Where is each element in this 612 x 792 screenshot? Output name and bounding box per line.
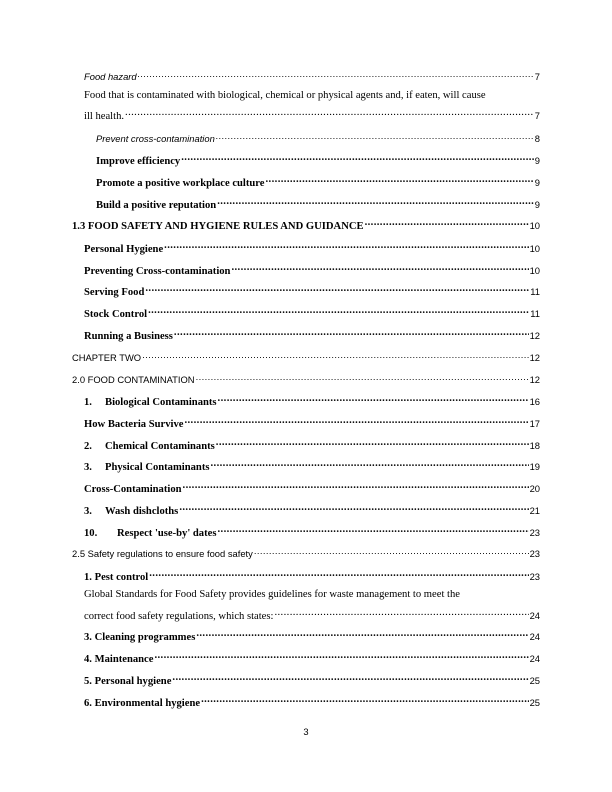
toc-label: 2.0 FOOD CONTAMINATION	[72, 374, 195, 385]
toc-number: 3.	[84, 462, 92, 473]
toc-leader	[138, 67, 534, 80]
toc-page-number: 23	[529, 548, 540, 559]
toc-entry-1-3-food-safety-rules[interactable]	[72, 216, 540, 233]
toc-label: Biological Contaminants	[105, 397, 217, 408]
toc-page-number: 24	[529, 631, 540, 642]
toc-entry-improve-efficiency[interactable]	[96, 151, 540, 168]
toc-label: Prevent cross-contamination	[96, 133, 215, 144]
toc-entry-promote-workplace-culture[interactable]	[96, 173, 540, 190]
toc-label: Improve efficiency	[96, 156, 181, 167]
toc-leader	[365, 216, 529, 229]
toc-entry-prevent-cross-contamination[interactable]	[96, 129, 540, 145]
toc-page-number: 19	[529, 461, 540, 472]
toc-leader	[217, 195, 534, 208]
toc-page-number: 9	[534, 177, 540, 188]
toc-page-number: 25	[529, 697, 540, 708]
toc-leader	[216, 436, 529, 449]
toc-entry-biological-contaminants[interactable]	[84, 392, 540, 409]
toc-entry-build-reputation[interactable]	[96, 195, 540, 212]
toc-label: Respect 'use-by' dates	[117, 528, 217, 539]
toc-entry-personal-hygiene[interactable]	[84, 239, 540, 256]
toc-label: 1. Pest control	[84, 572, 149, 583]
toc-page-number: 16	[529, 396, 540, 407]
toc-page-number: 7	[534, 71, 540, 82]
toc-page-number: 12	[529, 374, 540, 385]
toc-label: Build a positive reputation	[96, 200, 217, 211]
toc-leader	[216, 129, 534, 142]
toc-label: Physical Contaminants	[105, 462, 210, 473]
toc-label: Stock Control	[84, 309, 148, 320]
toc-label: Food hazard	[84, 71, 137, 82]
toc-entry-running-business[interactable]	[84, 326, 540, 343]
toc-number: 1.	[84, 397, 92, 408]
toc-number: 2.	[84, 441, 92, 452]
toc-number: 3.	[84, 506, 92, 517]
toc-page-number: 20	[529, 483, 540, 494]
toc-page-number: 17	[529, 418, 540, 429]
toc-page-number: 25	[529, 675, 540, 686]
toc-leader	[183, 479, 529, 492]
toc-entry-food-hazard[interactable]	[84, 67, 540, 83]
toc-leader	[125, 106, 534, 119]
toc-page-number: 8	[534, 133, 540, 144]
toc-entry-personal-hygiene-5[interactable]	[84, 671, 540, 688]
toc-page-number: 18	[529, 440, 540, 451]
toc-entry-global-standards-line1: Global Standards for Food Safety provides guidelines for waste management to meet the	[84, 589, 460, 600]
toc-entry-respect-use-by-dates[interactable]	[84, 523, 540, 540]
toc-label: Cross-Contamination	[84, 484, 182, 495]
toc-page-number: 12	[529, 330, 540, 341]
toc-leader	[231, 261, 528, 274]
toc-entry-preventing-cross-contamination[interactable]	[84, 261, 540, 278]
toc-entry-2-5-safety-regulations[interactable]	[72, 544, 540, 560]
toc-leader	[196, 370, 529, 383]
toc-leader	[181, 151, 534, 164]
toc-leader	[217, 523, 528, 536]
toc-entry-serving-food[interactable]	[84, 282, 540, 299]
toc-entry-global-standards[interactable]	[84, 606, 540, 623]
toc-leader	[154, 649, 528, 662]
toc-number: 10.	[84, 528, 98, 539]
toc-entry-pest-control[interactable]	[84, 567, 540, 584]
toc-leader	[145, 282, 529, 295]
toc-label: Preventing Cross-contamination	[84, 266, 231, 277]
toc-page-number: 24	[529, 610, 540, 621]
toc-page-number: 7	[534, 110, 540, 121]
toc-label: 2.5 Safety regulations to ensure food safety	[72, 548, 253, 559]
toc-leader	[196, 627, 528, 640]
toc-label: 6. Environmental hygiene	[84, 698, 201, 709]
toc-entry-2-0-food-contamination[interactable]	[72, 370, 540, 386]
toc-entry-stock-control[interactable]	[84, 304, 540, 321]
toc-entry-chemical-contaminants[interactable]	[84, 436, 540, 453]
toc-page-number: 23	[529, 571, 540, 582]
toc-leader	[142, 348, 528, 361]
toc-page-number: 24	[529, 653, 540, 664]
toc-leader	[210, 457, 528, 470]
toc-label: How Bacteria Survive	[84, 419, 184, 430]
toc-label: Chemical Contaminants	[105, 441, 215, 452]
toc-label: CHAPTER TWO	[72, 352, 142, 363]
toc-leader	[274, 606, 528, 619]
toc-page-number: 21	[529, 505, 540, 516]
toc-label: 4. Maintenance	[84, 654, 154, 665]
toc-leader	[254, 544, 529, 557]
toc-page-number: 9	[534, 155, 540, 166]
toc-entry-cleaning-programmes[interactable]	[84, 627, 540, 644]
toc-leader	[174, 326, 529, 339]
toc-entry-cross-contamination[interactable]	[84, 479, 540, 496]
toc-entry-food-contaminated[interactable]	[84, 106, 540, 123]
toc-leader	[201, 693, 529, 706]
toc-label: 1.3 FOOD SAFETY AND HYGIENE RULES AND GUIDANCE	[72, 221, 364, 232]
toc-label: 5. Personal hygiene	[84, 676, 172, 687]
toc-entry-how-bacteria-survive[interactable]	[84, 414, 540, 431]
toc-label: Running a Business	[84, 331, 173, 342]
toc-page-number: 10	[529, 243, 540, 254]
toc-entry-physical-contaminants[interactable]	[84, 457, 540, 474]
toc-entry-wash-dishcloths[interactable]	[84, 501, 540, 518]
toc-page-number: 11	[530, 286, 540, 297]
toc-leader	[172, 671, 528, 684]
toc-page-number: 11	[530, 308, 540, 319]
toc-leader	[218, 392, 529, 405]
toc-leader	[164, 239, 528, 252]
toc-entry-chapter-two[interactable]	[72, 348, 540, 364]
toc-label: Personal Hygiene	[84, 244, 164, 255]
toc-leader	[148, 304, 529, 317]
toc-label: Serving Food	[84, 287, 145, 298]
page-number: 3	[303, 726, 309, 737]
toc-label: correct food safety regulations, which states:	[84, 611, 274, 622]
toc-leader	[179, 501, 528, 514]
toc-page-number: 10	[529, 220, 540, 231]
toc-label: Promote a positive workplace culture	[96, 178, 265, 189]
toc-page-number: 12	[529, 352, 540, 363]
toc-leader	[184, 414, 528, 427]
toc-leader	[149, 567, 528, 580]
toc-entry-maintenance[interactable]	[84, 649, 540, 666]
toc-label: 3. Cleaning programmes	[84, 632, 196, 643]
toc-page-number: 23	[529, 527, 540, 538]
toc-page-number: 9	[534, 199, 540, 210]
toc-leader	[266, 173, 534, 186]
toc-page-number: 10	[529, 265, 540, 276]
toc-label: ill health.	[84, 111, 125, 122]
toc-entry-environmental-hygiene[interactable]	[84, 693, 540, 710]
toc-label: Wash dishcloths	[105, 506, 179, 517]
toc-entry-food-contaminated-line1: Food that is contaminated with biological, chemical or physical agents and, if eaten, will cause	[84, 90, 486, 101]
